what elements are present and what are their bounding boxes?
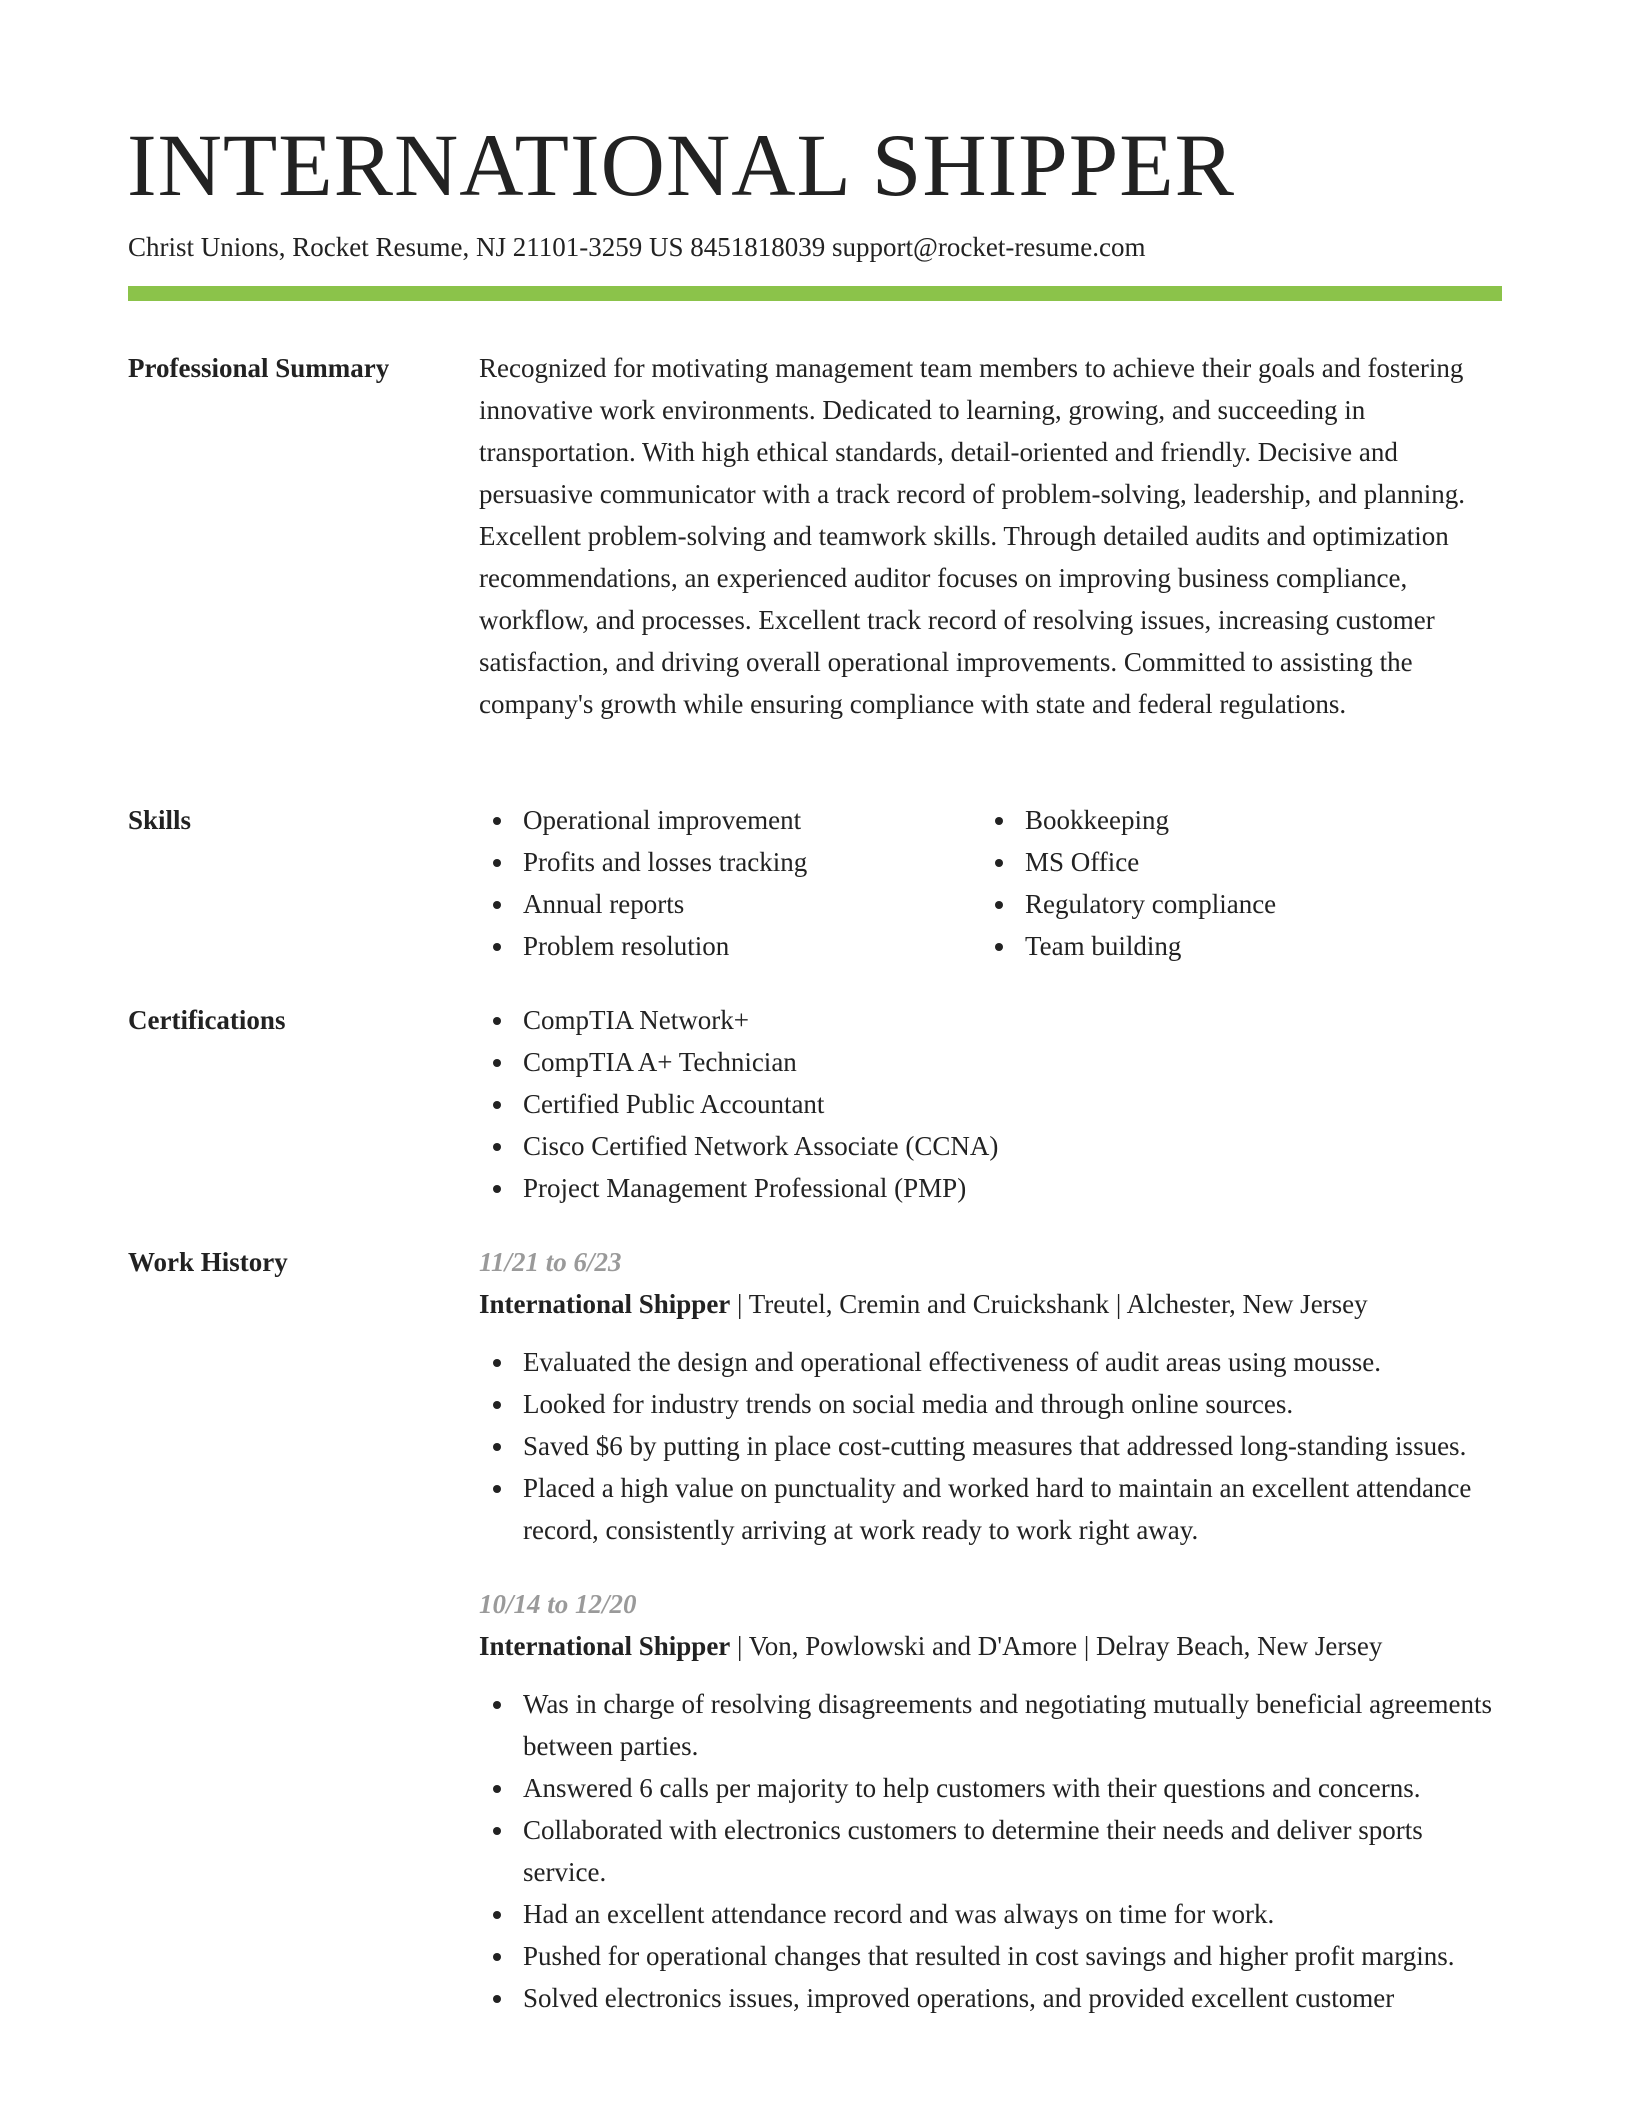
skills-heading: Skills bbox=[128, 805, 192, 835]
job-bullet: Collaborated with electronics customers to determine their needs and deliver sports service. bbox=[479, 1809, 1504, 1893]
candidate-name: INTERNATIONAL SHIPPER bbox=[127, 117, 1235, 215]
job-title: International Shipper bbox=[479, 1631, 731, 1661]
job-entry bbox=[479, 1241, 1504, 1551]
skill-item: MS Office bbox=[981, 841, 1483, 883]
skill-item: Problem resolution bbox=[479, 925, 981, 967]
job-bullet: Placed a high value on punctuality and worked hard to maintain an excellent attendance record, consistently arriving at work ready to work right away. bbox=[479, 1467, 1504, 1551]
summary-body bbox=[479, 347, 1504, 725]
skill-item: Bookkeeping bbox=[981, 799, 1483, 841]
job-dates: 10/14 to 12/20 bbox=[479, 1589, 637, 1619]
job-employer-location: | Treutel, Cremin and Cruickshank | Alchester, New Jersey bbox=[730, 1289, 1368, 1319]
summary-heading: Professional Summary bbox=[128, 353, 390, 383]
skill-item: Profits and losses tracking bbox=[479, 841, 981, 883]
skills-body bbox=[479, 799, 1504, 967]
job-bullet: Pushed for operational changes that resulted in cost savings and higher profit margins. bbox=[479, 1935, 1504, 1977]
job-bullet: Evaluated the design and operational effectiveness of audit areas using mousse. bbox=[479, 1341, 1504, 1383]
skill-item: Operational improvement bbox=[479, 799, 981, 841]
contact-line bbox=[128, 230, 1146, 265]
job-bullet: Solved electronics issues, improved operations, and provided excellent customer bbox=[479, 1977, 1504, 2019]
accent-divider bbox=[128, 286, 1502, 301]
job-dates: 11/21 to 6/23 bbox=[479, 1247, 622, 1277]
summary-text: Recognized for motivating management team members to achieve their goals and fostering innovative work environments. Dedicated to learning, growing, and succeeding in transportation. With high ethical standards, detail-oriented and friendly. Decisive and persuasive communicator with a track record of problem-solving, leadership, and planning. Excellent problem-solving and teamwork skills. Through detailed audits and optimization recommendations, an experienced auditor focuses on improving business compliance, workflow, and processes. Excellent track record of resolving issues, increasing customer satisfaction, and driving overall operational improvements. Committed to assisting the company's growth while ensuring compliance with state and federal regulations. bbox=[479, 353, 1465, 719]
certifications-body bbox=[479, 999, 1504, 1209]
skills-list-right bbox=[981, 799, 1483, 967]
contact-phone: 8451818039 bbox=[690, 232, 826, 262]
job-bullets bbox=[479, 1683, 1504, 2019]
skill-item: Regulatory compliance bbox=[981, 883, 1483, 925]
job-heading bbox=[479, 1625, 1504, 1667]
job-bullet: Answered 6 calls per majority to help customers with their questions and concerns. bbox=[479, 1767, 1504, 1809]
work-history-body bbox=[479, 1241, 1504, 2051]
skill-item: Team building bbox=[981, 925, 1483, 967]
job-bullet: Had an excellent attendance record and was always on time for work. bbox=[479, 1893, 1504, 1935]
job-bullet: Looked for industry trends on social media and through online sources. bbox=[479, 1383, 1504, 1425]
work-history-heading: Work History bbox=[128, 1247, 288, 1277]
job-title: International Shipper bbox=[479, 1289, 731, 1319]
skill-item: Annual reports bbox=[479, 883, 981, 925]
job-employer-location: | Von, Powlowski and D'Amore | Delray Beach, New Jersey bbox=[730, 1631, 1383, 1661]
job-bullet: Saved $6 by putting in place cost-cutting measures that addressed long-standing issues. bbox=[479, 1425, 1504, 1467]
job-bullets bbox=[479, 1341, 1504, 1551]
certification-item: Cisco Certified Network Associate (CCNA) bbox=[479, 1125, 1504, 1167]
certification-item: Project Management Professional (PMP) bbox=[479, 1167, 1504, 1209]
skills-list-left bbox=[479, 799, 981, 967]
job-entry bbox=[479, 1583, 1504, 2019]
certification-item: CompTIA Network+ bbox=[479, 999, 1504, 1041]
certifications-heading: Certifications bbox=[128, 1005, 286, 1035]
certification-item: Certified Public Accountant bbox=[479, 1083, 1504, 1125]
certification-item: CompTIA A+ Technician bbox=[479, 1041, 1504, 1083]
contact-address: Christ Unions, Rocket Resume, NJ 21101-3259 US bbox=[128, 232, 684, 262]
job-bullet: Was in charge of resolving disagreements and negotiating mutually beneficial agreements between parties. bbox=[479, 1683, 1504, 1767]
certifications-list bbox=[479, 999, 1504, 1209]
contact-email[interactable]: support@rocket-resume.com bbox=[832, 232, 1146, 262]
job-heading bbox=[479, 1283, 1504, 1325]
